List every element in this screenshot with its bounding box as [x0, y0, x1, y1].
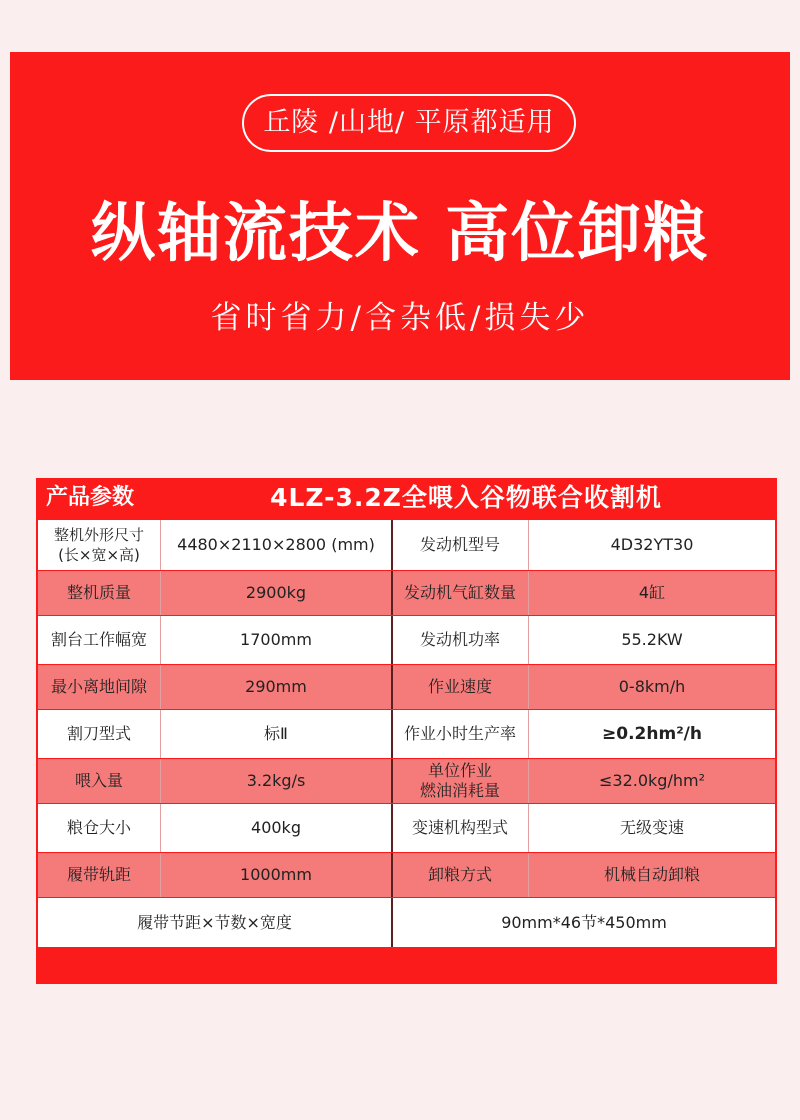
table-row: [38, 616, 775, 664]
spec-key: 发动机气缸数量: [403, 583, 516, 602]
spec-key: 作业速度: [427, 677, 492, 696]
table-row: [38, 665, 775, 709]
headline: 纵轴流技术 高位卸粮: [90, 197, 710, 271]
table-row: [38, 804, 775, 852]
model-name: 4LZ-3.2Z全喂入谷物联合收割机: [270, 483, 662, 512]
terrain-pill: 丘陵 /山地/ 平原都适用: [242, 94, 576, 152]
spec-value: 1000mm: [240, 865, 312, 884]
spec-key: 变速机构型式: [411, 818, 508, 837]
subline: 省时省力/含杂低/损失少: [210, 300, 590, 336]
spec-value: 290mm: [245, 677, 307, 696]
table-row: [38, 759, 775, 803]
table-row: [38, 710, 775, 758]
spec-value: 4480×2110×2800 (mm): [177, 535, 375, 554]
table-header-label: 产品参数: [46, 485, 135, 510]
spec-value: 55.2KW: [621, 630, 683, 649]
spec-key: 整机外形尺寸 (长×宽×高): [53, 526, 144, 564]
spec-key: 卸粮方式: [427, 865, 492, 884]
table-row: [38, 571, 775, 615]
spec-key: 履带节距×节数×宽度: [137, 912, 292, 932]
spec-key: 最小离地间隙: [50, 677, 147, 696]
spec-value: 4缸: [638, 583, 666, 602]
spec-value: 1700mm: [240, 630, 312, 649]
spec-key: 整机质量: [66, 583, 131, 602]
table-row: [38, 520, 775, 570]
spec-key: 作业小时生产率: [403, 724, 516, 743]
promo-banner: [10, 52, 790, 380]
spec-key: 发动机型号: [419, 535, 500, 554]
table-row: [38, 853, 775, 897]
table-row: [38, 898, 775, 947]
spec-value: ≥0.2hm²/h: [602, 724, 702, 744]
spec-value: 标Ⅱ: [264, 724, 288, 743]
spec-value: 0-8km/h: [618, 677, 686, 696]
spec-value: 无级变速: [619, 818, 684, 837]
spec-value: 400kg: [251, 818, 301, 837]
spec-value: 2900kg: [245, 583, 307, 602]
spec-key: 履带轨距: [66, 865, 131, 884]
spec-value: 3.2kg/s: [246, 771, 306, 790]
spec-value: 90mm*46节*450mm: [501, 912, 667, 932]
spec-value: ≤32.0kg/hm²: [599, 771, 705, 790]
spec-key: 单位作业 燃油消耗量: [419, 761, 500, 800]
spec-key: 发动机功率: [419, 630, 500, 649]
spec-key: 割台工作幅宽: [50, 630, 147, 649]
spec-key: 喂入量: [74, 771, 123, 790]
spec-key: 粮仓大小: [66, 818, 131, 837]
spec-key: 割刀型式: [66, 724, 131, 743]
spec-value: 机械自动卸粮: [603, 865, 700, 884]
spec-table: [36, 478, 777, 984]
spec-value: 4D32YT30: [610, 535, 694, 554]
table-header: [36, 478, 777, 518]
